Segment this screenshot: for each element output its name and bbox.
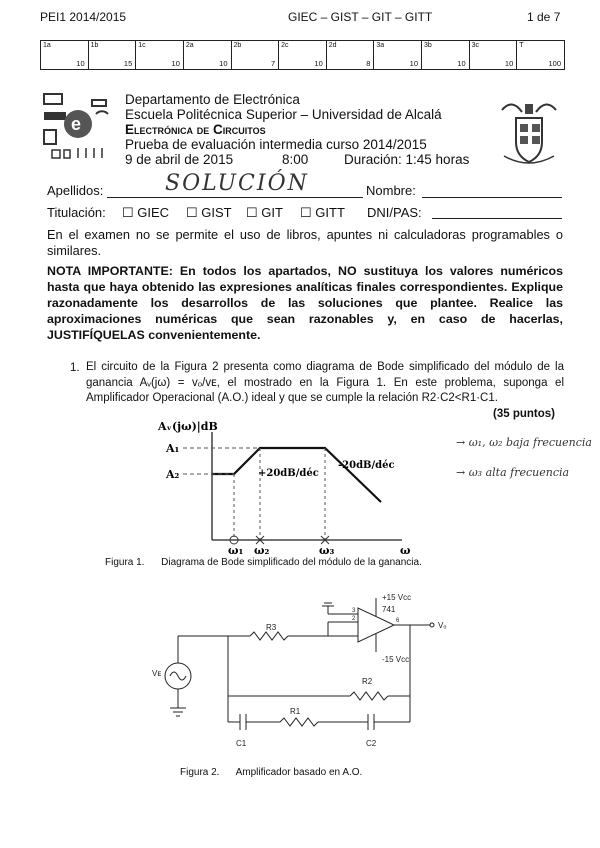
grade-cell-max: 10: [76, 59, 85, 68]
bode-diagram: [150, 418, 450, 558]
grade-cell-max: 10: [504, 59, 514, 68]
opamp-label: 741: [382, 605, 396, 614]
handwritten-note-high: → ω₃ alta frecuencia: [456, 466, 570, 479]
grade-cell-max: 10: [171, 59, 180, 68]
ground-noninv-icon: [322, 603, 334, 606]
w-label: ω: [400, 544, 411, 557]
grade-cell[interactable]: [136, 41, 184, 70]
grade-cell-max: 100: [548, 59, 561, 68]
nombre-label: Nombre:: [366, 183, 416, 198]
option-gitt[interactable]: ☐ GITT: [300, 205, 345, 220]
slope-down-label: -20dB/déc: [338, 460, 395, 471]
grade-cell-max: 8: [366, 59, 371, 68]
university-department-logo: [42, 90, 112, 162]
header-left: PEI1 2014/2015: [40, 10, 127, 24]
option-giec-label: GIEC: [137, 205, 170, 220]
grade-cell[interactable]: [231, 41, 279, 70]
grade-cell-max: 15: [123, 59, 133, 68]
grade-cell-label: 1c: [138, 42, 146, 49]
option-gist[interactable]: ☐ GIST: [186, 205, 232, 220]
w3-label: ω₃: [319, 544, 335, 557]
sine-symbol: [170, 672, 186, 680]
resistor-r2: [350, 692, 388, 700]
option-giec[interactable]: ☐ GIEC: [122, 205, 170, 220]
grade-cell[interactable]: [422, 41, 470, 70]
vg-label: Vᴇ: [152, 669, 162, 678]
capacitor-c1: [240, 714, 246, 730]
grade-cell-label: 2d: [328, 42, 337, 49]
grades-table: [40, 40, 565, 70]
vo-label: Vₒ: [438, 621, 447, 630]
grade-cell-max: 10: [314, 59, 323, 68]
grade-cell[interactable]: [469, 41, 517, 70]
r3-label: R3: [266, 623, 277, 632]
problem-number: 1.: [70, 362, 80, 374]
grade-cell[interactable]: [517, 41, 565, 70]
vcc-pos-label: +15 Vcc: [382, 593, 412, 602]
a2-label: A₂: [166, 468, 180, 481]
vcc-neg-label: -15 Vcc: [382, 655, 410, 664]
circuit-diagram: [140, 584, 480, 768]
slope-up-label: +20dB/déc: [258, 468, 319, 479]
resistor-r1: [280, 718, 318, 726]
school-name: Escuela Politécnica Superior – Universidad de Alcalá: [125, 107, 442, 122]
grade-cell[interactable]: [279, 41, 327, 70]
grade-cell[interactable]: [183, 41, 231, 70]
resistor-r3: [250, 632, 288, 640]
grade-cell[interactable]: [88, 41, 136, 70]
a1-label: A₁: [166, 442, 180, 455]
apellidos-label: Apellidos:: [47, 183, 104, 198]
exam-notice: En el examen no se permite el uso de libros, apuntes ni calculadoras programables o similares.: [47, 227, 563, 258]
titulacion-label: Titulación:: [47, 205, 106, 220]
apellidos-value: SOLUCIÓN: [165, 171, 309, 196]
problem-text: El circuito de la Figura 2 presenta como diagrama de Bode simplificado del módulo de la ganancia Aᵥ(jω) = vₒ/vᴇ, el mostrado en la Figura 1. En este problema, suponga el Amplificador Operacional (A.O.) ideal y que se cumple la relación R2·C2<R1·C1.: [86, 361, 564, 404]
grade-cell[interactable]: [326, 41, 374, 70]
handwritten-note-low: → ω₁, ω₂ baja frecuencia: [456, 436, 592, 449]
option-gist-label: GIST: [201, 205, 232, 220]
nombre-field[interactable]: [422, 197, 562, 198]
grade-cell-label: T: [519, 42, 524, 49]
problem-points: (35 puntos): [493, 408, 555, 420]
option-gitt-label: GITT: [315, 205, 345, 220]
exam-duration: Duración: 1:45 horas: [344, 152, 470, 167]
grade-cell[interactable]: [374, 41, 422, 70]
header-center: GIEC – GIST – GIT – GITT: [288, 10, 433, 24]
ground-icon: [170, 708, 186, 716]
grade-cell-label: 1a: [43, 42, 51, 49]
pin2-label: 2: [352, 616, 356, 622]
figure1-caption: Figura 1. Diagrama de Bode simplificado del módulo de la ganancia.: [105, 557, 422, 568]
grade-cell-label: 3a: [376, 42, 385, 49]
grade-cell-label: 1b: [90, 42, 99, 49]
grade-cell-max: 10: [219, 59, 228, 68]
exam-time: 8:00: [282, 152, 309, 167]
department-name: Departamento de Electrónica: [125, 92, 300, 107]
grade-cell-label: 2a: [185, 42, 194, 49]
university-crest-icon: [494, 96, 564, 172]
c1-label: C1: [236, 739, 247, 748]
subject-name: Electrónica de Circuitos: [125, 122, 266, 137]
grade-cell-max: 10: [409, 59, 418, 68]
pin6-label: 6: [396, 618, 400, 624]
apellidos-field[interactable]: [107, 197, 363, 198]
w2-label: ω₂: [254, 544, 270, 557]
grade-cell[interactable]: [41, 41, 89, 70]
grade-cell-label: 3c: [471, 42, 480, 49]
w1-label: ω₁: [228, 544, 244, 557]
grade-cell-max: 7: [270, 59, 276, 68]
important-note: NOTA IMPORTANTE: En todos los apartados, NO sustituya los valores numéricos hasta que haya obtenido las expresiones analíticas finales correspondientes. Explique razonadamente los desarrollos de las soluciones que plantee. Realice las aproximaciones numéricas que sean razonables y, en caso de hacerlas, JUSTIFÍQUELAS convenientemente.: [47, 264, 563, 342]
bode-ylabel: Aᵥ(jω)|dB: [158, 420, 218, 433]
capacitor-c2: [368, 714, 374, 730]
grade-cell-label: 2c: [281, 42, 289, 49]
exam-name: Prueba de evaluación intermedia curso 2014/2015: [125, 137, 427, 152]
dni-label: DNI/PAS:: [367, 205, 422, 220]
page-number: 1 de 7: [527, 10, 561, 24]
svg-text:e: e: [71, 114, 82, 134]
grade-cell-label: 3b: [424, 42, 432, 49]
r2-label: R2: [362, 677, 373, 686]
option-git-label: GIT: [261, 205, 283, 220]
c2-label: C2: [366, 739, 377, 748]
r1-label: R1: [290, 707, 301, 716]
exam-date: 9 de abril de 2015: [125, 152, 234, 167]
figure2-caption: Figura 2. Amplificador basado en A.O.: [180, 767, 363, 778]
dni-field[interactable]: [432, 218, 562, 219]
grade-cell-max: 10: [457, 59, 466, 68]
grade-cell-label: 2b: [233, 42, 242, 49]
option-git[interactable]: ☐ GIT: [246, 205, 283, 220]
pin3-label: 3: [352, 608, 356, 614]
